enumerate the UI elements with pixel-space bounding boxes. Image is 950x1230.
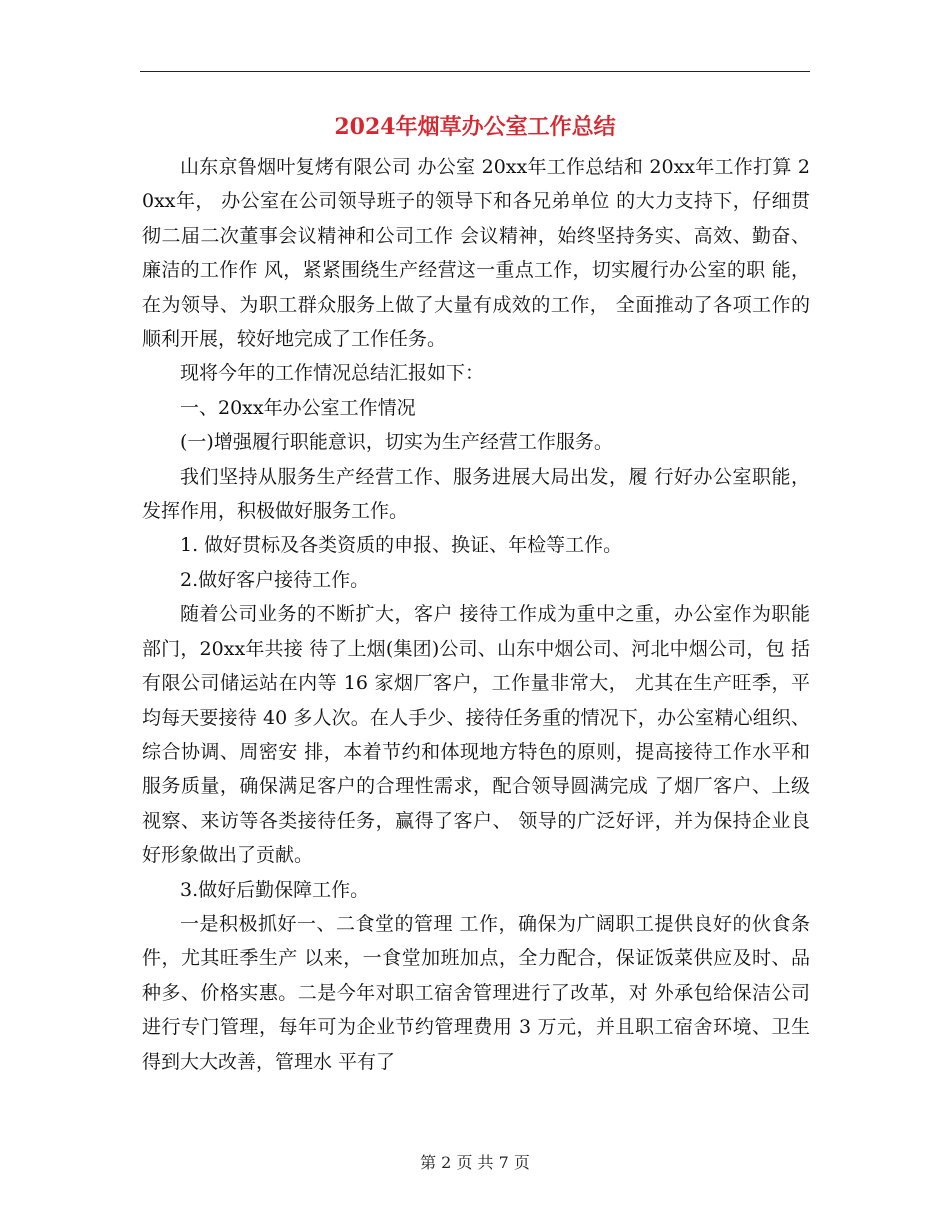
header-rule	[140, 71, 810, 72]
paragraph-logistics: 一是积极抓好一、二食堂的管理 工作，确保为广阔职工提供良好的伙食条件，尤其旺季生产 以来，一食堂加班加点，全力配合，保证饭菜供应及时、品 种多、价格实惠。二是今年对职工宿舍管理进行了改革，对 外承包给保洁公司进行专门管理，每年可为企业节约管理费用 3 万元，并且职工宿舍环境、卫生得到大大改善，管理水 平有了	[142, 912, 810, 1073]
item-heading-2: 2.做好客户接待工作。	[180, 568, 370, 591]
paragraph-service: 我们坚持从服务生产经营工作、服务进展大局出发，履 行好办公室职能，发挥作用，积极做好服务工作。	[142, 465, 810, 523]
subsection-heading-1: (一)增强履行职能意识，切实为生产经营工作服务。	[180, 431, 613, 454]
paragraph-reception: 随着公司业务的不断扩大，客户 接待工作成为重中之重，办公室作为职能部门，20xx年共接 待了上烟(集团)公司、山东中烟公司、河北中烟公司，包 括有限公司储运站在内等 16 家烟厂客户，工作量非常大， 尤其在生产旺季，平均每天要接待 40 多人次。在人手少、接待任务重的情况下，办公室精心组织、综合协调、周密安 排，本着节约和体现地方特色的原则，提高接待工作水平和 服务质量，确保满足客户的合理性需求，配合领导圆满完成 了烟厂客户、上级视察、来访等各类接待任务，赢得了客户、 领导的广泛好评，并为保持企业良好形象做出了贡献。	[142, 603, 810, 867]
paragraph-report-lead: 现将今年的工作情况总结汇报如下：	[180, 362, 485, 385]
section-heading-1: 一、20xx年办公室工作情况	[180, 396, 416, 419]
document-body	[142, 150, 810, 1079]
document-title: 2024年烟草办公室工作总结	[334, 114, 616, 140]
page-number-footer: 第 2 页 共 7 页	[420, 1153, 530, 1172]
paragraph-intro: 山东京鲁烟叶复烤有限公司 办公室 20xx年工作总结和 20xx年工作打算 20xx年， 办公室在公司领导班子的领导下和各兄弟单位 的大力支持下，仔细贯彻二届二次董事会议精神和公司工作 会议精神，始终坚持务实、高效、勤奋、廉洁的工作作 风，紧紧围绕生产经营这一重点工作，切实履行办公室的职 能，在为领导、为职工群众服务上做了大量有成效的工作， 全面推动了各项工作的顺利开展，较好地完成了工作任务。	[142, 156, 810, 351]
item-heading-3: 3.做好后勤保障工作。	[180, 878, 370, 901]
item-heading-1: 1. 做好贯标及各类资质的申报、换证、年检等工作。	[180, 534, 623, 557]
